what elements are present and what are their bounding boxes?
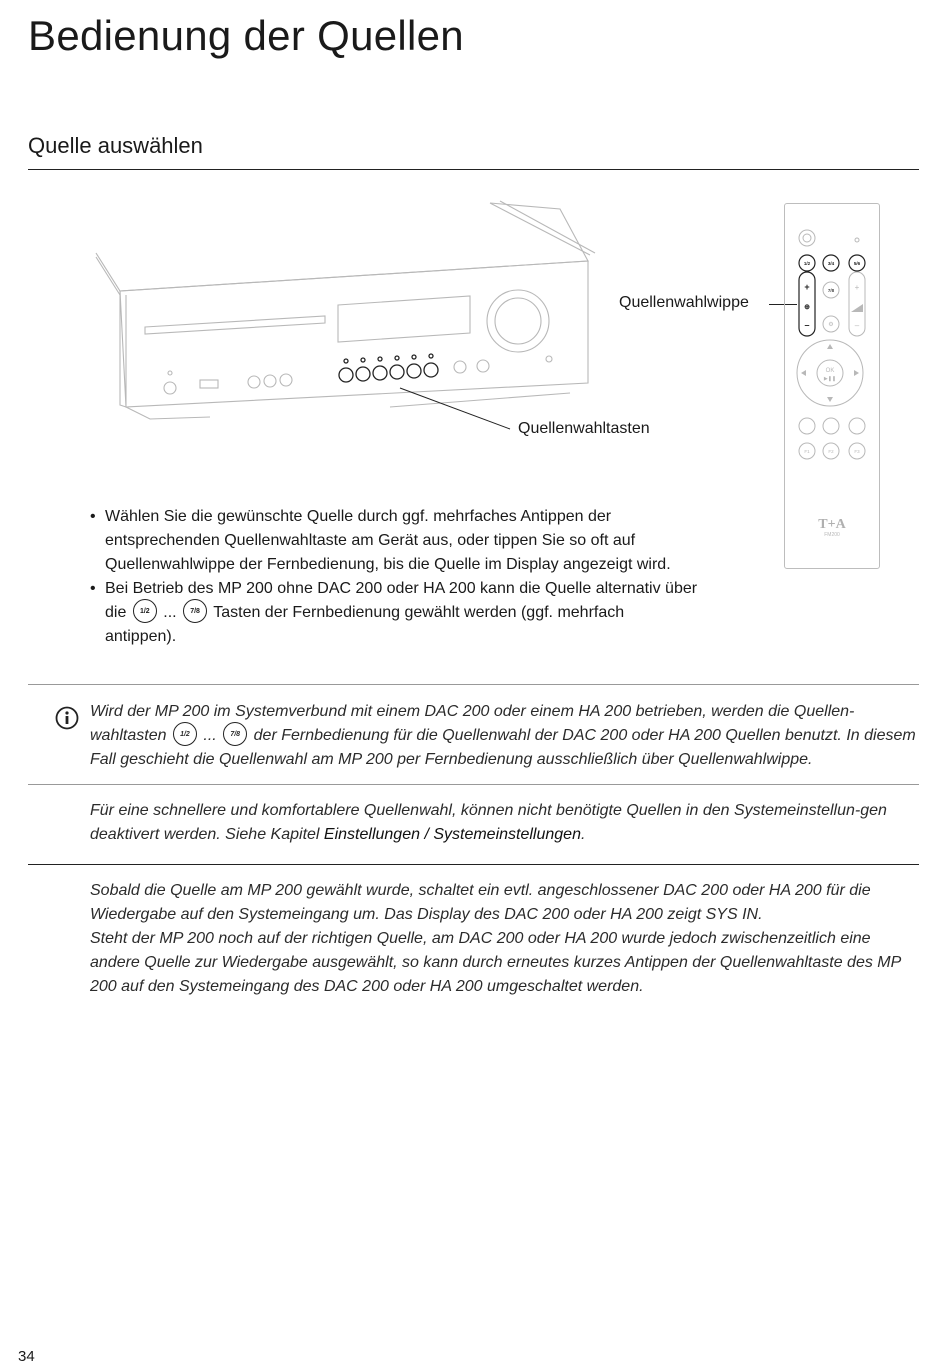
section-divider	[28, 169, 919, 170]
remote-brand-logo: T+A	[818, 517, 846, 532]
ellipsis: ...	[203, 727, 217, 744]
info-circle-icon	[55, 706, 79, 730]
note-text: Wird der MP 200 im Systemverbund mit einem DAC 200 oder einem HA 200 betrieben, werden die Quellen-wahltasten	[90, 703, 855, 744]
remote-key-1-2-icon: 1/2	[133, 599, 157, 623]
svg-text:7/8: 7/8	[827, 288, 835, 293]
chapter-reference: Einstellungen / Systemeinstellungen	[323, 826, 581, 843]
note-settings-tip: Für eine schnellere und komfortablere Quellenwahl, können nicht benötigte Quellen in den Systemeinstellun-gen deaktivert werden. Siehe Kapitel Einstellungen / Systemeinstellungen.	[90, 802, 887, 843]
list-item-text: Tasten der Fernbedienung gewählt werden (ggf. mehrfach antippen).	[105, 604, 625, 645]
device-illustration	[90, 195, 600, 440]
section-heading: Quelle auswählen	[28, 133, 203, 158]
ellipsis: ...	[163, 604, 177, 621]
note-text: der Fernbedienung für die Quellenwahl der DAC 200 oder HA 200 Quellen benutzt. In diesem Fall geschieht die Quellenwahl am MP 200 per Fernbedienung ausschließlich über Quellenwahlwippe.	[90, 727, 916, 768]
svg-text:⊕: ⊕	[804, 304, 810, 311]
list-item	[88, 505, 698, 577]
label-source-rocker: Quellenwahlwippe	[619, 294, 749, 311]
label-source-buttons: Quellenwahltasten	[518, 420, 650, 437]
remote-control	[784, 203, 880, 569]
remote-key-7-8-icon: 7/8	[183, 599, 207, 623]
list-item-text: Wählen Sie die gewünschte Quelle durch ggf. mehrfaches Antippen der entsprechenden Quellenwahltaste am Gerät aus, oder tippen Sie so oft auf Quellenwahlwippe der Fernbedienung, bis die Quelle im Display angezeigt wird.	[105, 508, 671, 573]
svg-text:F1: F1	[804, 449, 810, 454]
svg-text:+: +	[854, 283, 860, 292]
remote-control-drawing	[785, 204, 879, 568]
list-item	[88, 577, 698, 649]
svg-text:F2: F2	[828, 449, 834, 454]
svg-text:–: –	[854, 321, 860, 330]
note-divider	[28, 784, 919, 785]
svg-text:OK: OK	[825, 368, 835, 374]
note-divider	[28, 684, 919, 685]
svg-text:1/2: 1/2	[803, 261, 811, 266]
svg-text:FM200: FM200	[824, 532, 840, 538]
note-paragraph: Sobald die Quelle am MP 200 gewählt wurde, schaltet ein evtl. angeschlossener DAC 200 oder HA 200 für die Wiedergabe auf den Systemeingang um. Das Display des DAC 200 oder HA 200 zeigt SYS IN.	[90, 882, 871, 923]
note-system-mode	[90, 700, 920, 772]
note-text: Für eine schnellere und komfortablere Quellenwahl, können nicht benötigte Quellen in den Systemeinstellun-gen deaktivert werden. Siehe Kapitel	[90, 802, 887, 843]
svg-text:▶❚❚: ▶❚❚	[823, 376, 837, 382]
page-title: Bedienung der Quellen	[28, 12, 464, 59]
svg-text:5/6: 5/6	[853, 261, 861, 266]
list-item-text: Bei Betrieb des MP 200 ohne DAC 200 oder HA 200 kann die Quelle alternativ über die	[105, 580, 698, 621]
svg-text:F3: F3	[854, 449, 860, 454]
page-number: 34	[18, 1348, 35, 1365]
remote-key-1-2-icon: 1/2	[173, 722, 197, 746]
instruction-list	[88, 505, 698, 649]
svg-text:3/4: 3/4	[827, 261, 835, 266]
remote-key-7-8-icon: 7/8	[223, 722, 247, 746]
svg-text:–: –	[804, 320, 810, 330]
svg-text:⚙: ⚙	[828, 322, 834, 328]
svg-text:+: +	[804, 282, 810, 292]
note-system-input	[90, 879, 920, 999]
section-divider	[28, 864, 919, 865]
note-paragraph: Steht der MP 200 noch auf der richtigen Quelle, am DAC 200 oder HA 200 wurde jedoch zwischenzeitlich eine andere Quelle zur Wiedergabe ausgewählt, so kann durch erneutes kurzes Antippen der Quellenwahltaste des MP 200 auf den Systemeingang des DAC 200 oder HA 200 umgeschaltet werden.	[90, 930, 901, 995]
